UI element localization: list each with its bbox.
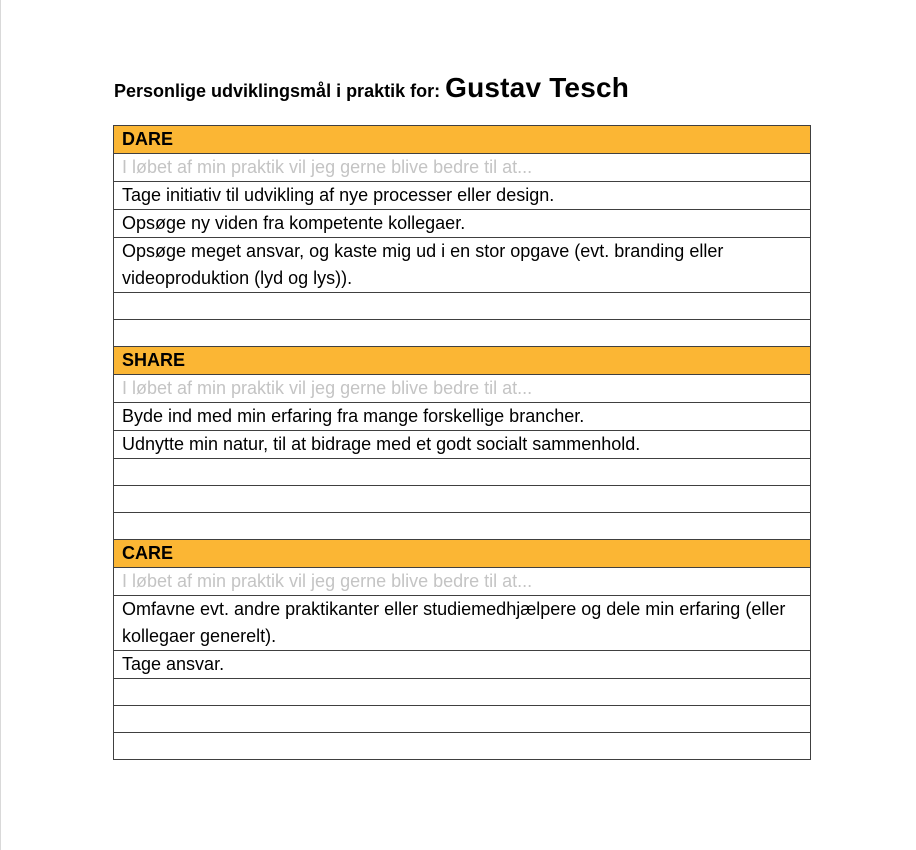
goal-text[interactable]	[114, 486, 811, 513]
goal-row	[114, 238, 811, 293]
goal-row	[114, 596, 811, 651]
goal-text[interactable]	[114, 320, 811, 347]
section-prompt	[114, 375, 811, 403]
goal-row-empty	[114, 486, 811, 513]
section-prompt	[114, 154, 811, 182]
goal-row-empty	[114, 679, 811, 706]
goal-text[interactable]: Omfavne evt. andre praktikanter eller studiemedhjælpere og dele min erfaring (eller kollegaer generelt).	[114, 596, 811, 651]
title-prefix: Personlige udviklingsmål i praktik for:	[114, 81, 446, 101]
goal-text[interactable]: Byde ind med min erfaring fra mange forskellige brancher.	[114, 403, 811, 431]
goal-row-empty	[114, 706, 811, 733]
goal-row-empty	[114, 293, 811, 320]
goal-text[interactable]: Opsøge ny viden fra kompetente kollegaer.	[114, 210, 811, 238]
section-header-care	[114, 540, 811, 568]
goal-row-empty	[114, 513, 811, 540]
goal-row	[114, 210, 811, 238]
goal-row	[114, 182, 811, 210]
goals-table	[113, 125, 811, 760]
section-header-label: DARE	[114, 126, 811, 154]
section-header-dare	[114, 126, 811, 154]
goal-text[interactable]	[114, 706, 811, 733]
section-header-label: CARE	[114, 540, 811, 568]
goal-text[interactable]: Tage initiativ til udvikling af nye processer eller design.	[114, 182, 811, 210]
goal-row	[114, 403, 811, 431]
goal-row-empty	[114, 733, 811, 760]
goal-text[interactable]	[114, 733, 811, 760]
goal-text[interactable]	[114, 679, 811, 706]
section-prompt	[114, 568, 811, 596]
goal-text[interactable]	[114, 513, 811, 540]
section-header-label: SHARE	[114, 347, 811, 375]
goal-text[interactable]: Tage ansvar.	[114, 651, 811, 679]
page-left-edge	[0, 0, 1, 850]
goal-row	[114, 431, 811, 459]
section-header-share	[114, 347, 811, 375]
goal-row	[114, 651, 811, 679]
student-name: Gustav Tesch	[445, 72, 630, 103]
goal-text[interactable]: Udnytte min natur, til at bidrage med et godt socialt sammenhold.	[114, 431, 811, 459]
goal-text[interactable]	[114, 459, 811, 486]
goal-row-empty	[114, 320, 811, 347]
goal-text[interactable]: Opsøge meget ansvar, og kaste mig ud i en stor opgave (evt. branding eller videoproduktion (lyd og lys)).	[114, 238, 811, 293]
goal-text[interactable]	[114, 293, 811, 320]
document-title	[114, 72, 629, 104]
prompt-text[interactable]: I løbet af min praktik vil jeg gerne blive bedre til at...	[114, 154, 811, 182]
prompt-text[interactable]: I løbet af min praktik vil jeg gerne blive bedre til at...	[114, 375, 811, 403]
goal-row-empty	[114, 459, 811, 486]
prompt-text[interactable]: I løbet af min praktik vil jeg gerne blive bedre til at...	[114, 568, 811, 596]
